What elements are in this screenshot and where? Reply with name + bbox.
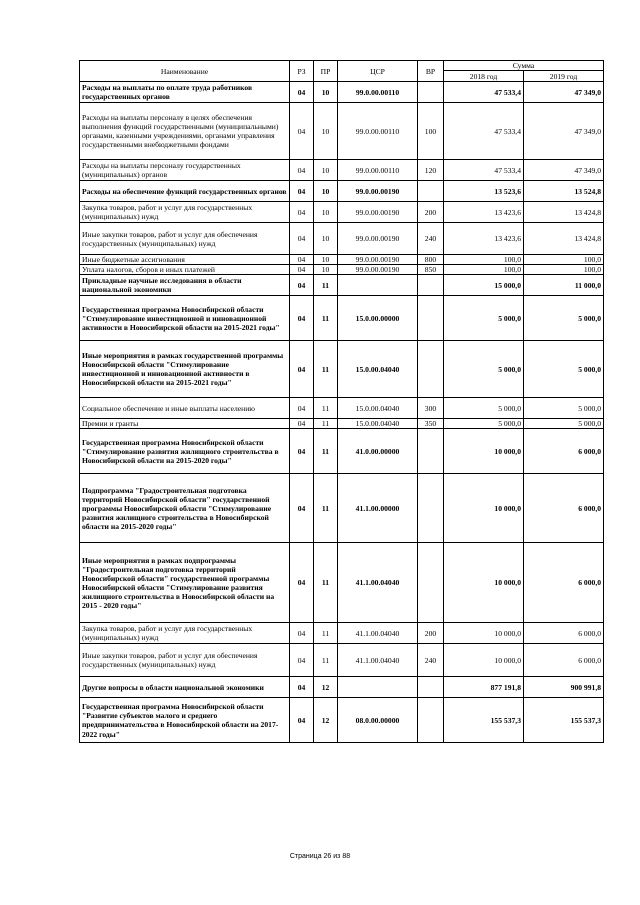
row-vr: 350 [418,419,444,429]
row-name: Подпрограмма "Градостроительная подготовка территорий Новосибирской области" государственной программы Новосибирской области "Стимулирование развития жилищного строительства в Новосибирской области на 2015-2020 годы" [80,474,290,543]
row-sum-2019: 6 000,0 [524,543,604,623]
row-sum-2019: 11 000,0 [524,275,604,296]
row-pr: 11 [314,275,338,296]
row-csr: 99.0.00.00110 [338,103,418,160]
table-row [80,223,604,255]
row-vr: 100 [418,103,444,160]
row-sum-2018: 47 533,4 [444,103,524,160]
row-sum-2018: 155 537,3 [444,698,524,743]
header-year-2018: 2018 год [444,71,524,82]
row-rz: 04 [290,419,314,429]
row-vr [418,698,444,743]
row-pr: 10 [314,160,338,181]
table-row [80,296,604,341]
row-sum-2018: 13 523,6 [444,181,524,202]
row-pr: 10 [314,181,338,202]
row-name: Другие вопросы в области национальной экономики [80,677,290,698]
row-rz: 04 [290,255,314,265]
row-csr: 99.0.00.00190 [338,255,418,265]
row-name: Иные мероприятия в рамках подпрограммы "Градостроительная подготовка территорий Новосибирской области" государственной программы Новосибирской области "Стимулирование развития жилищного строительства в Новосибирской области на 2015 - 2020 годы" [80,543,290,623]
row-rz: 04 [290,265,314,275]
row-sum-2018: 10 000,0 [444,623,524,644]
row-csr: 15.0.00.04040 [338,341,418,398]
row-rz: 04 [290,296,314,341]
row-sum-2019: 13 424,8 [524,202,604,223]
row-name: Государственная программа Новосибирской области "Стимулирование инвестиционной и инновационной активности в Новосибирской области на 2015-2021 годы" [80,296,290,341]
row-name: Государственная программа Новосибирской области "Стимулирование развития жилищного строительства в Новосибирской области на 2015-2020 годы" [80,429,290,474]
row-sum-2018: 5 000,0 [444,296,524,341]
row-sum-2018: 100,0 [444,255,524,265]
row-pr: 11 [314,296,338,341]
row-csr: 99.0.00.00190 [338,181,418,202]
row-pr: 10 [314,103,338,160]
row-name: Иные бюджетные ассигнования [80,255,290,265]
row-sum-2018: 10 000,0 [444,429,524,474]
table-row [80,255,604,265]
row-sum-2018: 10 000,0 [444,474,524,543]
row-vr [418,677,444,698]
row-sum-2019: 155 537,3 [524,698,604,743]
row-vr [418,181,444,202]
row-pr: 12 [314,698,338,743]
row-sum-2018: 5 000,0 [444,341,524,398]
row-pr: 11 [314,341,338,398]
row-pr: 11 [314,474,338,543]
header-pr: ПР [314,61,338,82]
row-rz: 04 [290,202,314,223]
row-sum-2019: 47 349,0 [524,82,604,103]
table-row [80,419,604,429]
row-rz: 04 [290,181,314,202]
row-sum-2019: 5 000,0 [524,398,604,419]
budget-table [79,60,604,743]
row-rz: 04 [290,429,314,474]
table-row [80,429,604,474]
row-sum-2019: 5 000,0 [524,296,604,341]
row-rz: 04 [290,698,314,743]
row-csr: 99.0.00.00190 [338,223,418,255]
row-pr: 10 [314,223,338,255]
row-sum-2019: 100,0 [524,265,604,275]
header-rz: РЗ [290,61,314,82]
table-body [80,82,604,743]
row-pr: 11 [314,419,338,429]
row-sum-2019: 47 349,0 [524,103,604,160]
row-sum-2018: 13 423,6 [444,223,524,255]
row-sum-2019: 13 524,8 [524,181,604,202]
row-csr: 41.0.00.00000 [338,429,418,474]
row-csr [338,275,418,296]
row-csr: 99.0.00.00190 [338,202,418,223]
row-csr: 15.0.00.04040 [338,398,418,419]
row-name: Иные закупки товаров, работ и услуг для обеспечения государственных (муниципальных) нужд [80,644,290,677]
row-vr: 240 [418,644,444,677]
row-rz: 04 [290,275,314,296]
row-csr: 99.0.00.00110 [338,82,418,103]
table-row [80,623,604,644]
row-pr: 10 [314,255,338,265]
row-sum-2019: 5 000,0 [524,419,604,429]
row-pr: 11 [314,644,338,677]
row-name: Расходы на выплаты по оплате труда работников государственных органов [80,82,290,103]
table-row [80,677,604,698]
row-sum-2018: 47 533,4 [444,82,524,103]
row-rz: 04 [290,623,314,644]
row-vr: 300 [418,398,444,419]
row-sum-2019: 47 349,0 [524,160,604,181]
row-sum-2019: 900 991,8 [524,677,604,698]
row-name: Государственная программа Новосибирской области "Развитие субъектов малого и среднего предпринимательства в Новосибирской области на 2017-2022 годы" [80,698,290,743]
row-vr: 120 [418,160,444,181]
table-row [80,644,604,677]
row-name: Расходы на выплаты персоналу в целях обеспечения выполнения функций государственными (муниципальными) органами, казенными учреждениями, органами управления государственными внебюджетными фондами [80,103,290,160]
table-row [80,341,604,398]
row-csr: 15.0.00.00000 [338,296,418,341]
row-vr [418,474,444,543]
row-sum-2018: 15 000,0 [444,275,524,296]
row-vr: 200 [418,623,444,644]
row-pr: 10 [314,202,338,223]
row-sum-2019: 6 000,0 [524,644,604,677]
row-sum-2019: 5 000,0 [524,341,604,398]
header-name: Наименование [80,61,290,82]
row-rz: 04 [290,160,314,181]
row-rz: 04 [290,644,314,677]
row-vr [418,82,444,103]
row-csr: 41.1.00.04040 [338,543,418,623]
row-csr: 08.0.00.00000 [338,698,418,743]
table-row [80,103,604,160]
row-sum-2018: 10 000,0 [444,543,524,623]
row-name: Социальное обеспечение и иные выплаты населению [80,398,290,419]
row-name: Закупка товаров, работ и услуг для государственных (муниципальных) нужд [80,623,290,644]
table-row [80,160,604,181]
row-name: Закупка товаров, работ и услуг для государственных (муниципальных) нужд [80,202,290,223]
row-rz: 04 [290,103,314,160]
row-rz: 04 [290,677,314,698]
row-rz: 04 [290,223,314,255]
row-vr [418,543,444,623]
table-row [80,181,604,202]
row-csr [338,677,418,698]
row-rz: 04 [290,341,314,398]
row-name: Иные мероприятия в рамках государственной программы Новосибирской области "Стимулирование инвестиционной и инновационной активности в Новосибирской области на 2015-2021 годы" [80,341,290,398]
row-sum-2018: 10 000,0 [444,644,524,677]
row-name: Прикладные научные исследования в области национальной экономики [80,275,290,296]
row-sum-2018: 5 000,0 [444,419,524,429]
page-footer: Страница 26 из 88 [289,853,351,860]
row-sum-2018: 47 533,4 [444,160,524,181]
row-vr: 240 [418,223,444,255]
row-sum-2019: 100,0 [524,255,604,265]
row-csr: 41.1.00.04040 [338,644,418,677]
table-row [80,474,604,543]
row-vr: 850 [418,265,444,275]
row-csr: 41.1.00.04040 [338,623,418,644]
row-rz: 04 [290,398,314,419]
row-vr [418,296,444,341]
header-sum: Сумма [444,61,604,71]
table-row [80,202,604,223]
row-pr: 11 [314,543,338,623]
row-sum-2019: 6 000,0 [524,623,604,644]
row-vr [418,341,444,398]
row-csr: 41.1.00.00000 [338,474,418,543]
header-csr: ЦСР [338,61,418,82]
row-sum-2018: 877 191,8 [444,677,524,698]
row-name: Премии и гранты [80,419,290,429]
row-sum-2019: 6 000,0 [524,474,604,543]
row-sum-2018: 100,0 [444,265,524,275]
table-row [80,82,604,103]
header-year-2019: 2019 год [524,71,604,82]
row-pr: 10 [314,82,338,103]
table-row [80,698,604,743]
row-sum-2019: 6 000,0 [524,429,604,474]
row-csr: 99.0.00.00110 [338,160,418,181]
row-sum-2018: 5 000,0 [444,398,524,419]
row-name: Иные закупки товаров, работ и услуг для обеспечения государственных (муниципальных) нужд [80,223,290,255]
row-name: Расходы на обеспечение функций государственных органов [80,181,290,202]
row-csr: 99.0.00.00190 [338,265,418,275]
row-pr: 11 [314,398,338,419]
row-vr [418,429,444,474]
row-pr: 11 [314,429,338,474]
row-rz: 04 [290,474,314,543]
row-pr: 11 [314,623,338,644]
row-rz: 04 [290,82,314,103]
table-row [80,543,604,623]
row-name: Уплата налогов, сборов и иных платежей [80,265,290,275]
header-vr: ВР [418,61,444,82]
row-vr: 200 [418,202,444,223]
row-pr: 10 [314,265,338,275]
row-rz: 04 [290,543,314,623]
row-vr [418,275,444,296]
table-row [80,275,604,296]
row-csr: 15.0.00.04040 [338,419,418,429]
table-row [80,265,604,275]
row-name: Расходы на выплаты персоналу государственных (муниципальных) органов [80,160,290,181]
row-sum-2019: 13 424,8 [524,223,604,255]
row-pr: 12 [314,677,338,698]
row-sum-2018: 13 423,6 [444,202,524,223]
row-vr: 800 [418,255,444,265]
table-row [80,398,604,419]
